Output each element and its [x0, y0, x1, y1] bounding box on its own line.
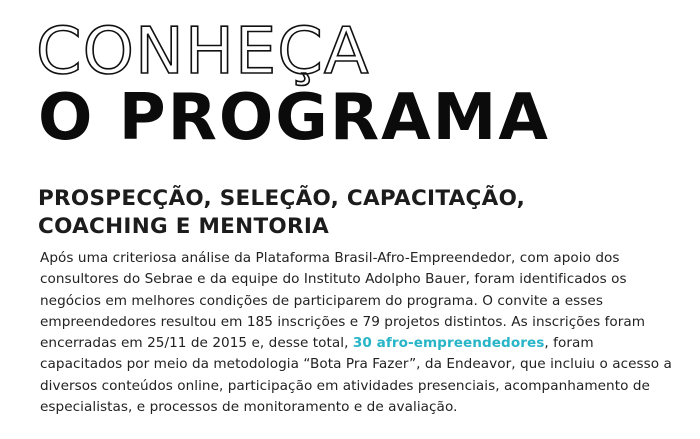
section-subtitle-line-1: PROSPECÇÃO, SELEÇÃO, CAPACITAÇÃO,: [38, 186, 526, 211]
page-title-line-2: O PROGRAMA: [38, 81, 550, 155]
page-title-line-1-text: CONHEÇA: [36, 15, 370, 89]
body-text-part-1: Após uma criteriosa análise da Plataforma Brasil-Afro-Empreendedor, com apoio dos consultores do Sebrae e da equipe do Instituto Adolpho Bauer, foram identificados os negócios em melhores condições de participarem do programa. O convite a esses empreendedores resultou em 185 inscrições e 79 projetos distintos. As inscrições foram encerradas em 25/11 de 2015 e, desse total,: [40, 250, 646, 352]
body-paragraph: [40, 248, 680, 418]
page-title-line-1: [36, 15, 370, 89]
section-subtitle-line-2: COACHING E MENTORIA: [38, 214, 330, 239]
section-subtitle: [38, 185, 678, 241]
body-text-part-2: , foram capacitados por meio da metodologia “Bota Pra Fazer”, da Endeavor, que incluiu o acesso a diversos conteúdos online, participação em atividades presenciais, acompanhamento de especialistas, e processos de monitoramento e de avaliação.: [40, 335, 672, 416]
body-highlight: 30 afro-empreendedores: [352, 335, 545, 352]
